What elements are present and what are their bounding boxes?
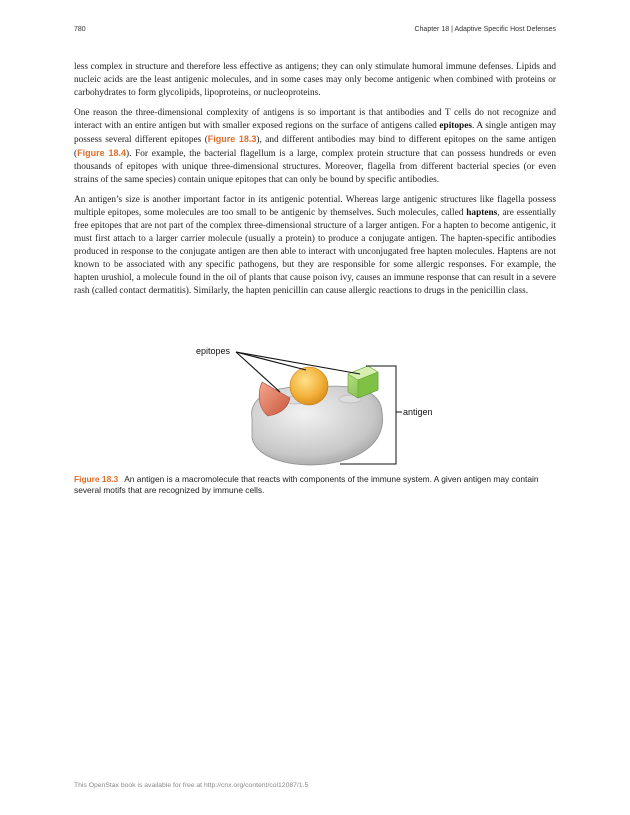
body-text: [74, 61, 556, 305]
paragraph-3: [74, 194, 556, 297]
antigen-figure: [190, 340, 450, 470]
epitopes-label: epitopes: [196, 346, 231, 356]
figure-caption: [74, 474, 556, 496]
page-footer: This OpenStax book is available for free at http://cnx.org/content/col12087/1.5: [74, 782, 309, 789]
figure-18-3-link[interactable]: Figure 18.3: [207, 134, 257, 145]
page-number: 780: [74, 26, 86, 33]
antigen-label: antigen: [403, 407, 433, 417]
paragraph-2-text: One reason the three-dimensional complexity of antigens is so important is that antibodies and T cells do not recognize and interact with an entire antigen but with smaller exposed regions on the surface of antigens called: [74, 108, 556, 132]
caption-text: An antigen is a macromolecule that reacts with components of the immune system. A given antigen may contain several motifs that are recognized by immune cells.: [74, 474, 539, 495]
paragraph-2-text: ), and different antibodies may bind to different epitopes on the same antigen (: [74, 135, 556, 159]
term-haptens: haptens: [466, 208, 498, 219]
paragraph-1: less complex in structure and therefore less effective as antigens; they can only stimulate humoral immune defenses. Lipids and nucleic acids are the least antigenic molecules, and in some cases may only become antigenic when combined with proteins or carbohydrates to form glycolipids, lipoproteins, or nucleoproteins.: [74, 62, 556, 98]
cube-epitope: [348, 366, 378, 398]
page-header: [74, 26, 556, 38]
paragraph-2-text: . A single antigen may possess several different epitopes (: [74, 121, 556, 146]
antigen-illustration: [190, 340, 450, 470]
figure-18-4-link[interactable]: Figure 18.4: [77, 147, 126, 158]
term-epitopes: epitopes: [439, 121, 472, 132]
paragraph-2: [74, 107, 556, 186]
chapter-title: Chapter 18 | Adaptive Specific Host Defenses: [414, 26, 556, 33]
sphere-epitope: [290, 367, 328, 405]
caption-label: Figure 18.3: [74, 474, 119, 484]
paragraph-3-text: , are essentially free epitopes that are not part of the complex three-dimensional structure of a larger antigen. For a hapten to become antigenic, it must first attach to a larger carrier molecule (usually a protein) to produce a conjugate antigen. The hapten-specific antibodies produced in response to the conjugate antigen are then able to interact with unconjugated free hapten molecules. Haptens are not known to be associated with any specific pathogens, but they are responsible for some allergic responses. For example, the hapten urushiol, a molecule found in the oil of plants that cause poison ivy, causes an immune response that can result in a severe rash (called contact dermatitis). Similarly, the hapten penicillin can cause allergic reactions to drugs in the penicillin class.: [74, 208, 556, 296]
paragraph-2-text: ). For example, the bacterial flagellum is a large, complex protein structure that can possess hundreds or even thousands of epitopes with unique three-dimensional structures. Moreover, flagella from different bacterial species (or even strains of the same species) contain unique epitopes that can only be bound by specific antibodies.: [74, 148, 556, 185]
paragraph-3-text: An antigen’s size is another important factor in its antigenic potential. Whereas large antigenic structures like flagella possess multiple epitopes, some molecules are too small to be antigenic by themselves. Such molecules, called: [74, 195, 556, 219]
